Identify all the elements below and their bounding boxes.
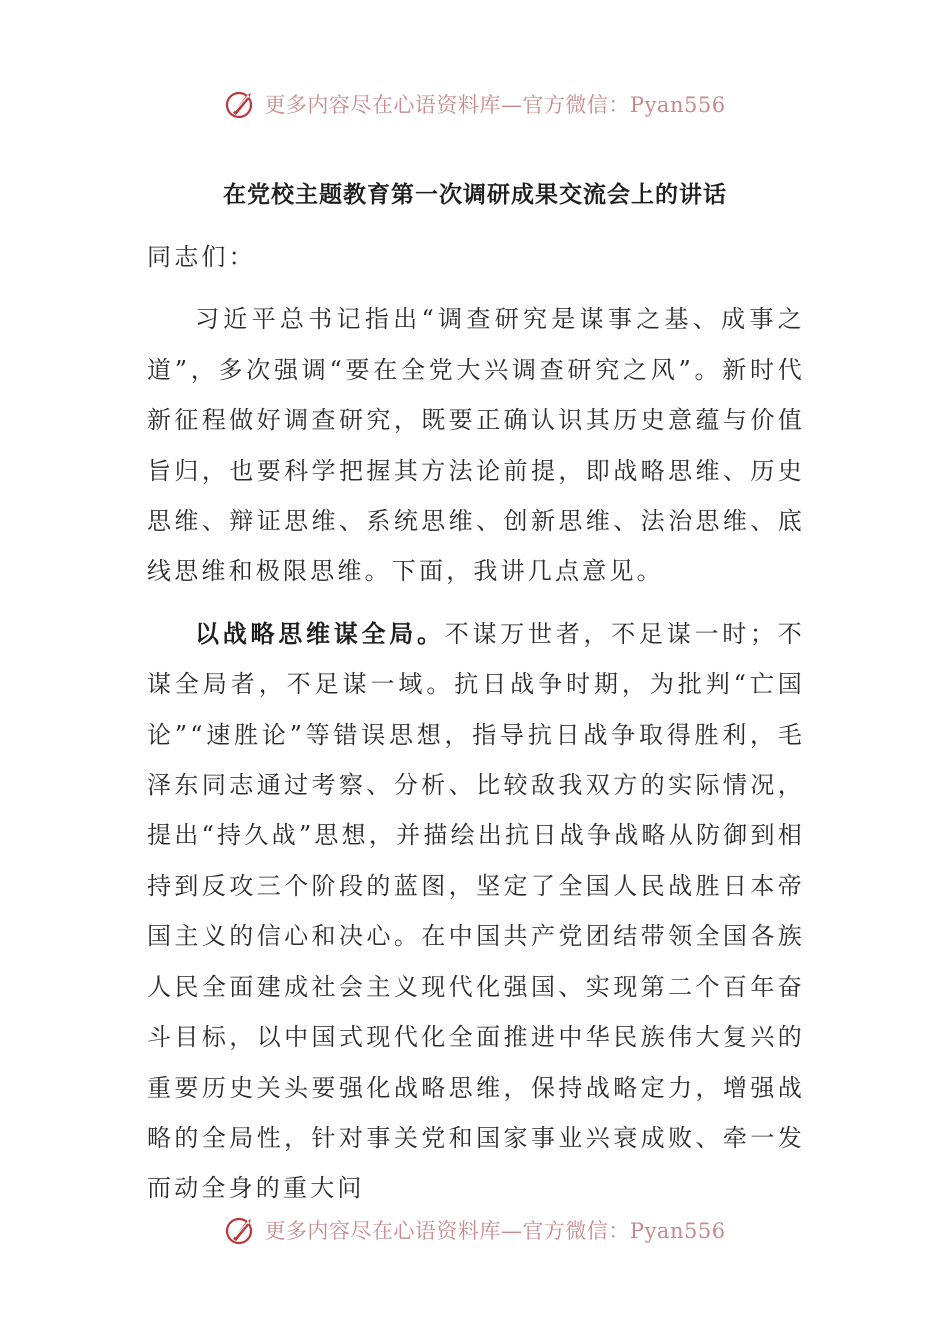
- document-body: [147, 232, 805, 1226]
- paragraph-intro: 习近平总书记指出“调查研究是谋事之基、成事之道”，多次强调“要在全党大兴调查研究之风”。新时代新征程做好调查研究，既要正确认识其历史意蕴与价值旨归，也要科学把握其方法论前提，即战略思维、历史思维、辩证思维、系统思维、创新思维、法治思维、底线思维和极限思维。下面，我讲几点意见。: [147, 305, 805, 586]
- paragraph-strategic-thinking: [147, 609, 805, 1214]
- header-banner: [0, 84, 950, 124]
- banner-text: 更多内容尽在心语资料库—官方微信：Pyan556: [264, 93, 726, 117]
- greeting: 同志们：: [147, 243, 256, 271]
- banner-text: 更多内容尽在心语资料库—官方微信：Pyan556: [264, 1219, 726, 1243]
- paragraph-lead: 以战略思维谋全局。: [195, 619, 445, 648]
- pen-nib-icon: [224, 1213, 258, 1247]
- pen-nib-icon: [224, 87, 258, 121]
- footer-banner: [0, 1210, 950, 1250]
- document-title: 在党校主题教育第一次调研成果交流会上的讲话: [223, 182, 727, 208]
- paragraph-body: 不谋万世者，不足谋一时；不谋全局者，不足谋一域。抗日战争时期，为批判“亡国论”“速胜论”等错误思想，指导抗日战争取得胜利，毛泽东同志通过考察、分析、比较敌我双方的实际情况，提出“持久战”思想，并描绘出抗日战争战略从防御到相持到反攻三个阶段的蓝图，坚定了全国人民战胜日本帝国主义的信心和决心。在中国共产党团结带领全国各族人民全面建成社会主义现代化强国、实现第二个百年奋斗目标，以中国式现代化全面推进中华民族伟大复兴的重要历史关头要强化战略思维，保持战略定力，增强战略的全局性，针对事关党和国家事业兴衰成败、牵一发而动全身的重大问: [147, 619, 805, 1203]
